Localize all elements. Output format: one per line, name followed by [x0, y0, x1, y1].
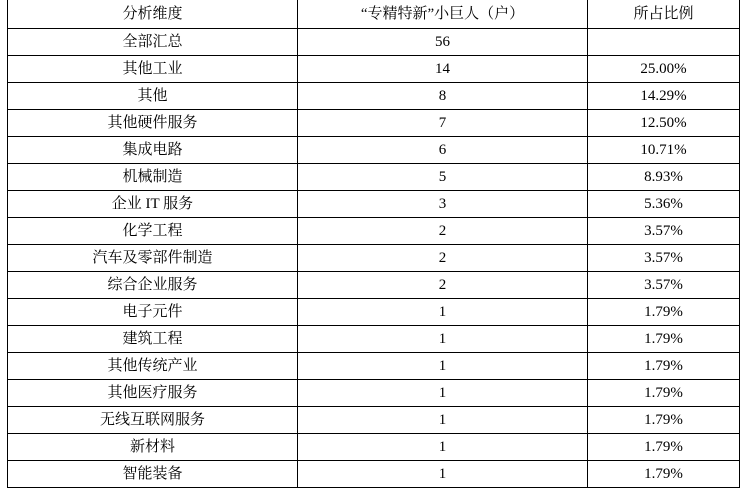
table-row [8, 407, 740, 434]
cell-count: 1 [298, 326, 588, 353]
cell-dimension: 其他 [8, 83, 298, 110]
cell-percent: 1.79% [588, 461, 740, 488]
cell-dimension: 其他传统产业 [8, 353, 298, 380]
cell-dimension: 汽车及零部件制造 [8, 245, 298, 272]
cell-dimension: 综合企业服务 [8, 272, 298, 299]
cell-count: 6 [298, 137, 588, 164]
cell-dimension: 机械制造 [8, 164, 298, 191]
cell-dimension: 电子元件 [8, 299, 298, 326]
table-row [8, 326, 740, 353]
statistics-table [7, 0, 740, 488]
cell-count: 1 [298, 353, 588, 380]
table-row [8, 164, 740, 191]
table-row [8, 434, 740, 461]
cell-percent: 1.79% [588, 407, 740, 434]
cell-percent: 1.79% [588, 326, 740, 353]
column-header-percent: 所占比例 [588, 0, 740, 29]
cell-dimension: 集成电路 [8, 137, 298, 164]
cell-count: 7 [298, 110, 588, 137]
table-row [8, 272, 740, 299]
cell-dimension: 建筑工程 [8, 326, 298, 353]
cell-count: 2 [298, 218, 588, 245]
cell-count: 14 [298, 56, 588, 83]
cell-dimension: 新材料 [8, 434, 298, 461]
cell-percent: 12.50% [588, 110, 740, 137]
cell-count: 56 [298, 29, 588, 56]
cell-dimension: 全部汇总 [8, 29, 298, 56]
cell-percent: 1.79% [588, 353, 740, 380]
table-row [8, 461, 740, 488]
cell-count: 2 [298, 272, 588, 299]
cell-percent: 3.57% [588, 272, 740, 299]
table-row [8, 137, 740, 164]
cell-percent: 3.57% [588, 218, 740, 245]
cell-count: 1 [298, 299, 588, 326]
cell-dimension: 其他医疗服务 [8, 380, 298, 407]
table-row [8, 299, 740, 326]
table-row [8, 191, 740, 218]
cell-count: 1 [298, 407, 588, 434]
cell-percent: 1.79% [588, 434, 740, 461]
cell-dimension: 其他硬件服务 [8, 110, 298, 137]
table-header-row [8, 0, 740, 29]
cell-count: 1 [298, 461, 588, 488]
table-row [8, 218, 740, 245]
column-header-dimension: 分析维度 [8, 0, 298, 29]
cell-count: 1 [298, 434, 588, 461]
cell-count: 3 [298, 191, 588, 218]
table-header [8, 0, 740, 29]
table-row [8, 380, 740, 407]
cell-percent: 10.71% [588, 137, 740, 164]
table-row [8, 110, 740, 137]
column-header-count: “专精特新”小巨人（户） [298, 0, 588, 29]
cell-percent [588, 29, 740, 56]
cell-percent: 5.36% [588, 191, 740, 218]
table-row [8, 56, 740, 83]
cell-count: 2 [298, 245, 588, 272]
cell-count: 5 [298, 164, 588, 191]
cell-percent: 3.57% [588, 245, 740, 272]
cell-percent: 25.00% [588, 56, 740, 83]
cell-dimension: 智能装备 [8, 461, 298, 488]
table-row [8, 245, 740, 272]
cell-percent: 8.93% [588, 164, 740, 191]
cell-percent: 1.79% [588, 380, 740, 407]
cell-dimension: 企业 IT 服务 [8, 191, 298, 218]
table-row [8, 29, 740, 56]
cell-count: 8 [298, 83, 588, 110]
table-row [8, 83, 740, 110]
table-row [8, 353, 740, 380]
cell-dimension: 无线互联网服务 [8, 407, 298, 434]
cell-dimension: 其他工业 [8, 56, 298, 83]
cell-percent: 14.29% [588, 83, 740, 110]
cell-count: 1 [298, 380, 588, 407]
table-body [8, 29, 740, 488]
cell-dimension: 化学工程 [8, 218, 298, 245]
cell-percent: 1.79% [588, 299, 740, 326]
